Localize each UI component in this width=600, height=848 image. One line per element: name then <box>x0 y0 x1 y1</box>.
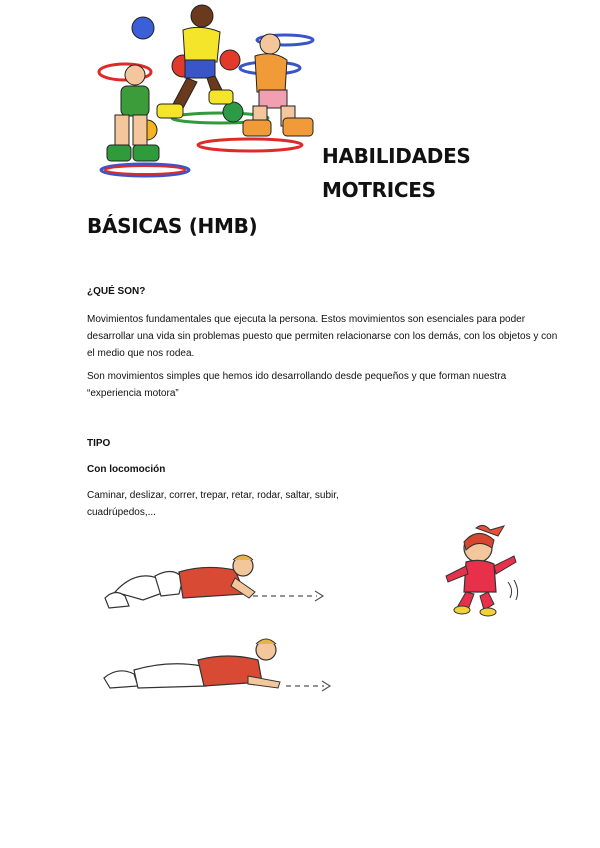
children-playing-illustration <box>95 0 325 180</box>
ball-red-2 <box>220 50 240 70</box>
hoop-bottom-inner <box>105 166 185 174</box>
child-orange-shirt <box>243 34 313 136</box>
section-heading-que-son: ¿QUÉ SON? <box>87 286 146 297</box>
boy-crawling-illustration <box>98 630 338 700</box>
locomotion-list: Caminar, deslizar, correr, trepar, retar, rodar, saltar, subir, cuadrúpedos,... <box>87 490 339 518</box>
ball-green <box>223 102 243 122</box>
girl-jumping-illustration <box>438 522 522 618</box>
boy-rolling-illustration <box>95 548 335 618</box>
paragraph-experience: Son movimientos simples que hemos ido desarrollando desde pequeños y que forman nuestra “experiencia motora” <box>87 371 507 399</box>
title-line-1: HABILIDADES <box>322 144 471 168</box>
subsection-heading-locomocion: Con locomoción <box>87 464 166 475</box>
hoop-middle <box>198 139 302 151</box>
title-line-2: MOTRICES <box>322 178 436 202</box>
section-heading-tipo: TIPO <box>87 438 111 449</box>
title-line-3: BÁSICAS (HMB) <box>87 214 258 238</box>
ball-blue <box>132 17 154 39</box>
paragraph-definition: Movimientos fundamentales que ejecuta la persona. Estos movimientos son esenciales para poder desarrollar una vida sin problemas puesto que permiten relacionarse con los demás, con los objetos y con el medio que nos rodea. <box>87 314 558 359</box>
